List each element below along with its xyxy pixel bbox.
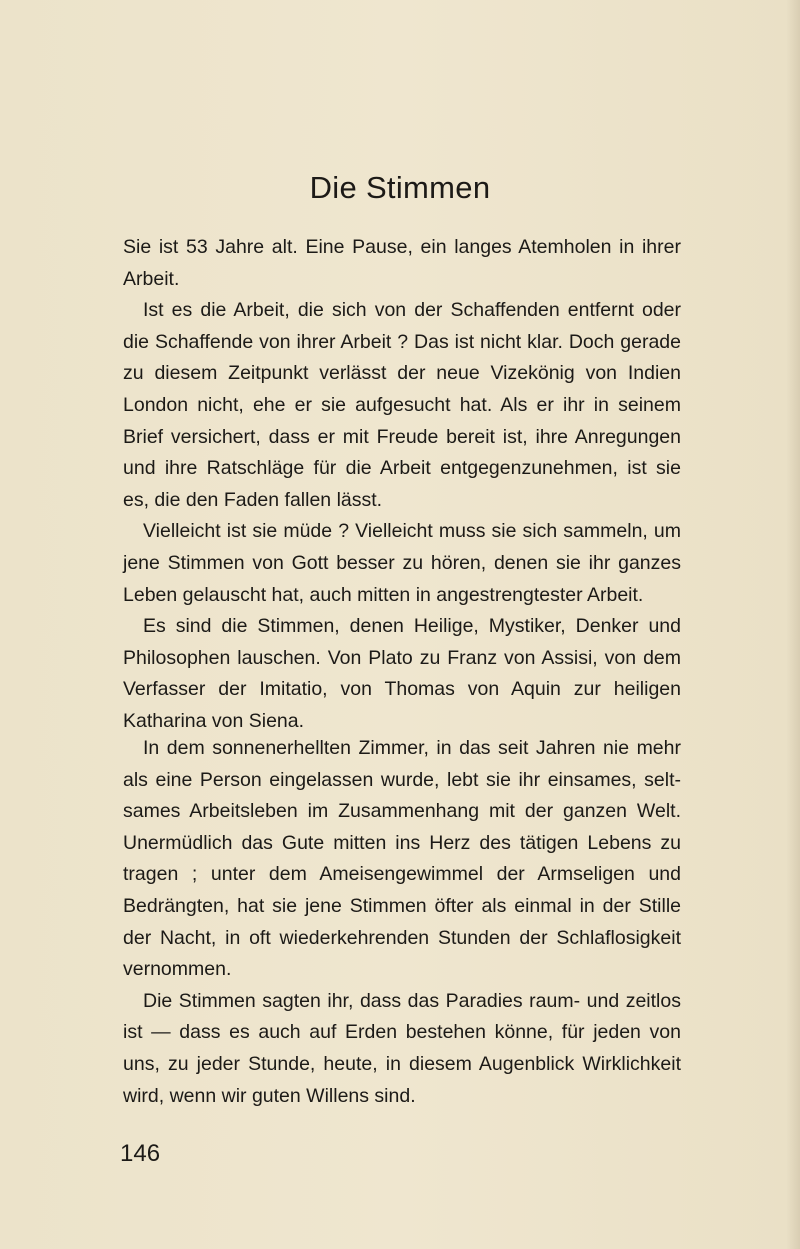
paragraph: Die Stimmen sagten ihr, dass das Paradies raum- und zeitlos ist — dass es auch auf Erden bestehen könne, für jeden von uns, zu jeder Stunde, heute, in diesem Augenblick Wirklichkeit wird, wenn wir guten Willens sind. bbox=[123, 989, 681, 1107]
paragraph: Es sind die Stimmen, denen Heilige, Mystiker, Denker und Philosophen lauschen. Von Plato zu Franz von Assisi, von dem Verfasser der Imitatio, von Thomas von Aquin zur heiligen Katharina von Siena. bbox=[123, 615, 681, 732]
text-section-2 bbox=[123, 733, 681, 1112]
page-number: 146 bbox=[120, 1140, 161, 1167]
paragraph: In dem sonnenerhellten Zimmer, in das seit Jahren nie mehr als eine Person eingelassen wurde, lebt sie ihr einsames, seltsames Arbeitsleben im Zusammenhang mit der ganzen Welt. Unermüdlich das Gute mitten ins Herz des tätigen Lebens zu tragen ; unter dem Ameisengewimmel der Armseligen und Bedrängten, hat sie jene Stimmen öfter als einmal in der Stille der Nacht, in oft wiederkehrenden Stunden der Schlaflosigkeit vernommen. bbox=[123, 737, 681, 981]
paragraph: Sie ist 53 Jahre alt. Eine Pause, ein langes Atemholen in ihrer Arbeit. bbox=[123, 236, 681, 290]
paragraph: Ist es die Arbeit, die sich von der Schaffenden entfernt oder die Schaffende von ihrer Arbeit ? Das ist nicht klar. Doch gerade zu diesem Zeitpunkt verlässt der neue Vizekönig von Indien London nicht, ehe er sie aufgesucht hat. Als er ihr in seinem Brief versichert, dass er mit Freude bereit ist, ihre Anregungen und ihre Ratschläge für die Arbeit entgegenzunehmen, ist sie es, die den Faden fallen lässt. bbox=[123, 299, 681, 511]
chapter-title: Die Stimmen bbox=[309, 170, 491, 205]
text-section-1 bbox=[123, 232, 681, 738]
paragraph: Vielleicht ist sie müde ? Vielleicht muss sie sich sammeln, um jene Stimmen von Gott besser zu hören, denen sie ihr ganzes Leben gelauscht hat, auch mitten in angestrengtester Arbeit. bbox=[123, 520, 681, 606]
